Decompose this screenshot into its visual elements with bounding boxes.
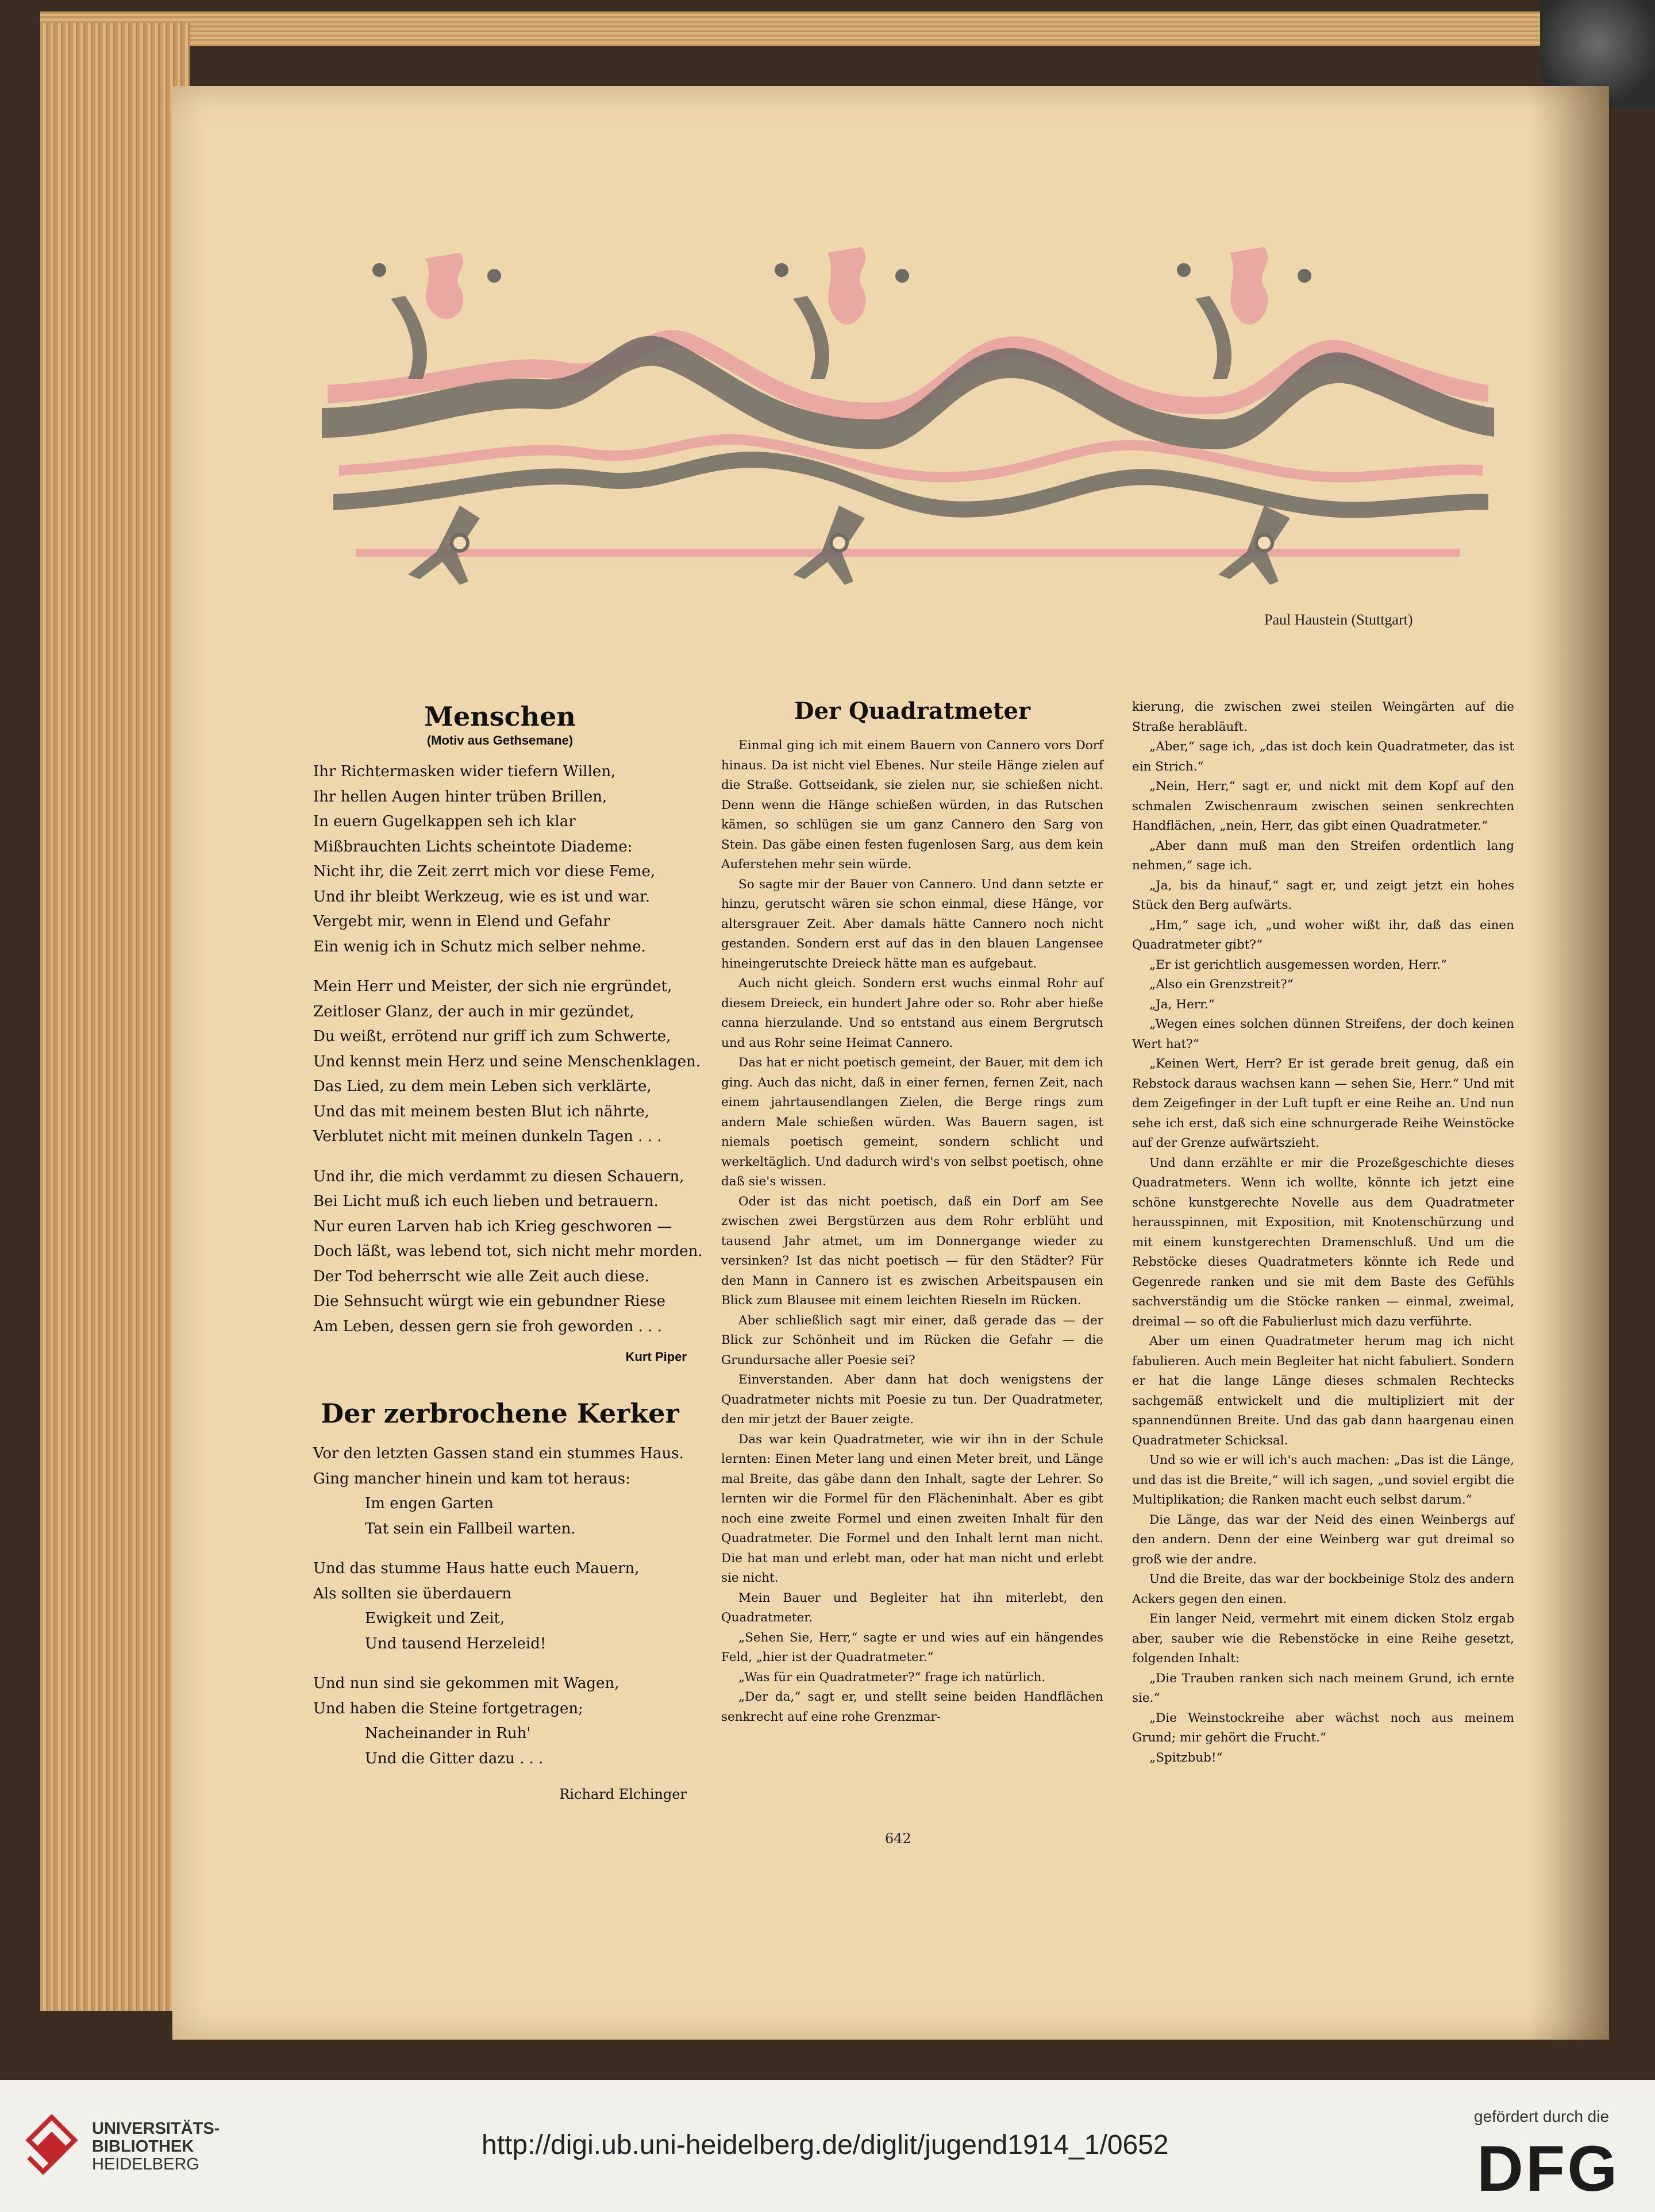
- dfg-logo: DFG: [1477, 2133, 1620, 2205]
- library-name: [92, 2120, 220, 2174]
- page-number: 642: [885, 1831, 911, 1847]
- paragraph: Auch nicht gleich. Sondern erst wuchs einmal Rohr auf diesem Dreieck, ein hundert Jahre oder so. Rohr aber hieße canna hierzulande. Und so entstand aus einem Bergrutsch und aus Rohr seine Heimat Cannero.: [721, 976, 1103, 1050]
- verse-line: Und ihr bleibt Werkzeug, wie es ist und war.: [313, 888, 651, 905]
- verse-line: Du weißt, errötend nur griff ich zum Schwerte,: [313, 1028, 671, 1045]
- library-logo-icon: [23, 2111, 80, 2180]
- verse-line: Und nun sind sie gekommen mit Wagen,: [313, 1675, 619, 1692]
- verse-line: Ihr hellen Augen hinter trüben Brillen,: [313, 788, 607, 806]
- stanza: [313, 1442, 687, 1542]
- verse-line: Zeitloser Glanz, der auch in mir gezündet,: [313, 1003, 634, 1020]
- stanza: [313, 1671, 687, 1771]
- verse-line: Tat sein ein Fallbeil warten.: [365, 1520, 576, 1537]
- paragraph: Aber schließlich sagt mir einer, daß gerade das — der Blick zur Schönheit und im Rücken die Gefahr — die Grundursache aller Poesie sei?: [721, 1313, 1103, 1367]
- paragraph: Das hat er nicht poetisch gemeint, der Bauer, mit dem ich ging. Auch das nicht, daß in einer fernen, fernen Zeit, nach einem jahrtausendlangen Zielen, die Berge rings zum andern Male schießen würden. Was Bauern sagen, ist niemals poetisch gemeint, sondern schlicht und werkeltäglich. Und dadurch wird's von selbst poetisch, ohne daß sie's wissen.: [721, 1055, 1103, 1189]
- verse-line: Und die Gitter dazu . . .: [365, 1749, 544, 1767]
- paragraph: Einmal ging ich mit einem Bauern von Cannero vors Dorf hinaus. Da ist nicht viel Ebenes. Nur steile Hänge zielen auf die Straße. Gottseidank, sie zielen nur, sie schießen nicht. Denn wenn die Hänge schießen würden, in das Rutschen kämen, so schlügen sie um ganz Cannero den Sarg von Stein. Das gäbe einen festen fugenlosen Sarg, aus dem kein Auferstehen mehr sein würde.: [721, 738, 1103, 872]
- verse-line: Verblutet nicht mit meinen dunkeln Tagen . . .: [313, 1128, 662, 1145]
- funded-by-label: gefördert durch die: [1474, 2107, 1610, 2125]
- verse-line: Vergebt mir, wenn in Elend und Gefahr: [313, 913, 610, 930]
- paragraph: Die Länge, das war der Neid des einen Weinbergs auf den andern. Denn der eine Weinberg war gut dreimal so groß wie der andre.: [1132, 1512, 1514, 1567]
- library-name-line1: UNIVERSITÄTS-: [92, 2119, 220, 2138]
- stanza: [313, 760, 687, 959]
- paragraph: Ein langer Neid, vermehrt mit einem dicken Stolz ergab aber, sauber wie die Rebenstöcke in eine Reihe gesetzt, folgenden Inhalt:: [1132, 1612, 1514, 1666]
- verse-line: Ewigkeit und Zeit,: [365, 1610, 505, 1627]
- paragraph: „Er ist gerichtlich ausgemessen worden, Herr.“: [1149, 957, 1447, 972]
- stanza: [313, 1165, 703, 1340]
- paragraph: Einverstanden. Aber dann hat doch wenigstens der Quadratmeter nichts mit Poesie zu tun. Der Quadratmeter, den mir jetzt der Bauer zeigte.: [721, 1373, 1103, 1427]
- verse-line: Nacheinander in Ruh': [365, 1725, 531, 1742]
- verse-line: Und das mit meinem besten Blut ich nährte,: [313, 1103, 649, 1120]
- poem-body-menschen: [313, 760, 703, 1339]
- book-page-edges-top: [40, 11, 1603, 46]
- poem-subtitle: (Motiv aus Gethsemane): [426, 733, 574, 747]
- verse-line: Vor den letzten Gassen stand ein stummes Haus.: [313, 1445, 684, 1462]
- stanza: [313, 974, 701, 1150]
- verse-line: Ein wenig ich in Schutz mich selber nehme.: [313, 938, 646, 955]
- paragraph: Und so wie er will ich's auch machen: „Das ist die Länge, und das ist die Breite,“ will ich sagen, „und soviel ergibt die Multiplikation; die Ranken macht euch selbst darum.“: [1132, 1453, 1514, 1507]
- verse-line: Und das stumme Haus hatte euch Mauern,: [313, 1560, 640, 1577]
- library-name-line3: HEIDELBERG: [92, 2155, 199, 2174]
- verse-line: Mißbrauchten Lichts scheintote Diademe:: [313, 838, 633, 855]
- verse-line: Das Lied, zu dem mein Leben sich verklärte,: [313, 1078, 652, 1095]
- verse-line: Mein Herr und Meister, der sich nie ergründet,: [313, 978, 672, 995]
- paragraph: So sagte mir der Bauer von Cannero. Und dann setzte er hinzu, gerutscht wären sie schon einmal, diese Hänge, vor altersgrauer Zeit. Aber damals hätte Cannero noch nicht gestanden. Sondern erst auf das in den blauen Langensee hineingerutschte Dreieck hätte man es aufgebaut.: [721, 877, 1103, 971]
- paragraph: Das war kein Quadratmeter, wie wir ihn in der Schule lernten: Einen Meter lang und einen Meter breit, und Länge mal Breite, das gäbe dann den Inhalt, sagte der Lehrer. So lernten wir die Formel für den Flächeninhalt. Aber es gibt noch eine zweite Formel und einen zweiten Inhalt für den Quadratmeter. Die Formel und den Inhalt lernt man nicht. Die hat man und erlebt man, oder hat man nicht und erlebt sie nicht.: [721, 1432, 1103, 1585]
- paragraph: „Also ein Grenzstreit?“: [1149, 977, 1294, 992]
- poem-author-piper: Kurt Piper: [625, 1350, 687, 1364]
- verse-line: Der Tod beherrscht wie alle Zeit auch diese.: [313, 1267, 649, 1285]
- poem-column: [313, 701, 703, 1802]
- article-column-2: [1132, 697, 1514, 1768]
- verse-line: Als sollten sie überdauern: [313, 1585, 512, 1602]
- verse-line: Und tausend Herzeleid!: [365, 1635, 546, 1652]
- verse-line: Bei Licht muß ich euch lieben und betrauern.: [313, 1193, 659, 1210]
- paragraph: „Nein, Herr,“ sagt er, und nickt mit dem Kopf auf den schmalen Zwischenraum zwischen seinen senkrechten Handflächen, „nein, Herr, das gibt einen Quadratmeter.“: [1132, 779, 1514, 833]
- paragraph: „Was für ein Quadratmeter?“ frage ich natürlich.: [738, 1670, 1046, 1685]
- library-name-line2: BIBLIOTHEK: [92, 2137, 194, 2156]
- paragraph: „Aber,“ sage ich, „das ist doch kein Quadratmeter, das ist ein Strich.“: [1132, 739, 1514, 774]
- article-title: Der Quadratmeter: [794, 697, 1031, 725]
- verse-line: Nur euren Larven hab ich Krieg geschworen —: [313, 1217, 672, 1235]
- paragraph: Und die Breite, das war der bockbeinige Stolz des andern Ackers gegen den einen.: [1132, 1572, 1514, 1606]
- decorative-ornament: [322, 236, 1494, 603]
- poem-title-menschen: Menschen: [424, 701, 576, 732]
- document-url-link[interactable]: http://digi.ub.uni-heidelberg.de/diglit/jugend1914_1/0652: [482, 2130, 1169, 2160]
- article-text-col2: [1132, 697, 1514, 1768]
- paragraph: Und dann erzählte er mir die Prozeßgeschichte dieses Quadratmeters. Wenn ich wollte, könnte ich jetzt eine schöne kunstgerechte Novelle aus dem Quadratmeter herausspinnen, mit Exposition, mit Knotenschürzung und mit einem kunstgerechten Dramenschluß. Und um die Rebstöcke dieses Quadratmeters könnte ich Rede und Gegenrede ranken und sie mit dem Baste des Gefühls sachverständig um die Stöcke ranken — einmal, zweimal, dreimal — so oft die Fabulierlust mich dazu verführte.: [1132, 1155, 1514, 1329]
- verse-line: Und ihr, die mich verdammt zu diesen Schauern,: [313, 1167, 684, 1185]
- illustration-credit: Paul Haustein (Stuttgart): [1264, 611, 1413, 628]
- paragraph: Mein Bauer und Begleiter hat ihn miterlebt, den Quadratmeter.: [721, 1590, 1103, 1625]
- footer-bar: [0, 2080, 1655, 2212]
- stanza: [313, 1556, 687, 1656]
- verse-line: Und haben die Steine fortgetragen;: [313, 1700, 583, 1717]
- paragraph: „Die Trauben ranken sich nach meinem Grund, ich ernte sie.“: [1132, 1671, 1514, 1705]
- verse-line: Und kennst mein Herz und seine Menschenklagen.: [313, 1053, 701, 1070]
- poem-body-kerker: [313, 1442, 687, 1771]
- paragraph: „Hm,“ sage ich, „und woher wißt ihr, daß das einen Quadratmeter gibt?“: [1132, 918, 1514, 952]
- paragraph: „Keinen Wert, Herr? Er ist gerade breit genug, daß ein Rebstock daraus wachsen kann — sehen Sie, Herr.“ Und mit dem Zeigefinger in der Luft tupft er eine Reihe an. Und nun sehe ich erst, daß sich eine schnurgerade Reihe Weinstöcke auf der Grenze aufwärtszieht.: [1132, 1057, 1514, 1150]
- paragraph: „Der da,“ sagt er, und stellt seine beiden Handflächen senkrecht auf eine rohe Grenzmar-: [721, 1690, 1103, 1724]
- book-page-edges-left: [40, 23, 190, 2011]
- verse-line: In euern Gugelkappen seh ich klar: [313, 813, 576, 830]
- paragraph: „Aber dann muß man den Streifen ordentlich lang nehmen,“ sage ich.: [1132, 838, 1514, 873]
- article-text-col1: [721, 736, 1103, 1727]
- spine-shadow: [1529, 86, 1609, 2040]
- paragraph: kierung, die zwischen zwei steilen Weingärten auf die Straße herabläuft.: [1132, 700, 1514, 734]
- paragraph: „Sehen Sie, Herr,“ sagte er und wies auf ein hängendes Feld, „hier ist der Quadratmeter.“: [721, 1630, 1103, 1664]
- poem-author-elchinger: Richard Elchinger: [559, 1786, 687, 1802]
- verse-line: Im engen Garten: [365, 1495, 494, 1512]
- article-column-1: [721, 697, 1103, 1727]
- verse-line: Ihr Richtermasken wider tiefern Willen,: [313, 763, 616, 780]
- verse-line: Ging mancher hinein und kam tot heraus:: [313, 1470, 630, 1487]
- paragraph: „Ja, Herr.“: [1149, 997, 1215, 1012]
- verse-line: Am Leben, dessen gern sie froh geworden . . .: [313, 1317, 662, 1335]
- paragraph: Oder ist das nicht poetisch, daß ein Dorf am See zwischen zwei Bergstürzen aus dem Rohr erblüht und tausend Jahr atmet, um im Donnergange wieder zu versinken? Ist das nicht poetisch — für den Städter? Für den Mann in Cannero ist es zwischen Arbeitspausen ein Blick zum Blausee mit einem leichten Rieseln im Rücken.: [721, 1194, 1103, 1308]
- paragraph: „Spitzbub!“: [1149, 1750, 1223, 1765]
- paragraph: „Die Weinstockreihe aber wächst noch aus meinem Grund; mir gehört die Frucht.“: [1132, 1710, 1514, 1745]
- verse-line: Die Sehnsucht würgt wie ein gebundner Riese: [313, 1293, 665, 1310]
- paragraph: „Wegen eines solchen dünnen Streifens, der doch keinen Wert hat?“: [1132, 1017, 1514, 1051]
- poem-title-kerker: Der zerbrochene Kerker: [321, 1398, 679, 1429]
- verse-line: Doch läßt, was lebend tot, sich nicht mehr morden.: [313, 1243, 703, 1260]
- paragraph: „Ja, bis da hinauf,“ sagt er, und zeigt jetzt ein hohes Stück den Berg aufwärts.: [1132, 878, 1514, 912]
- paragraph: Aber um einen Quadratmeter herum mag ich nicht fabulieren. Auch mein Begleiter hat nicht fabuliert. Sondern er hat die lange Länge dieses schmalen Rechtecks sachgemäß entwickelt und die multipliziert mit der spannendünnen Breite. Und das gab dann haargenau einen Quadratmeter Schicksal.: [1132, 1334, 1514, 1448]
- verse-line: Nicht ihr, die Zeit zerrt mich vor diese Feme,: [313, 863, 656, 880]
